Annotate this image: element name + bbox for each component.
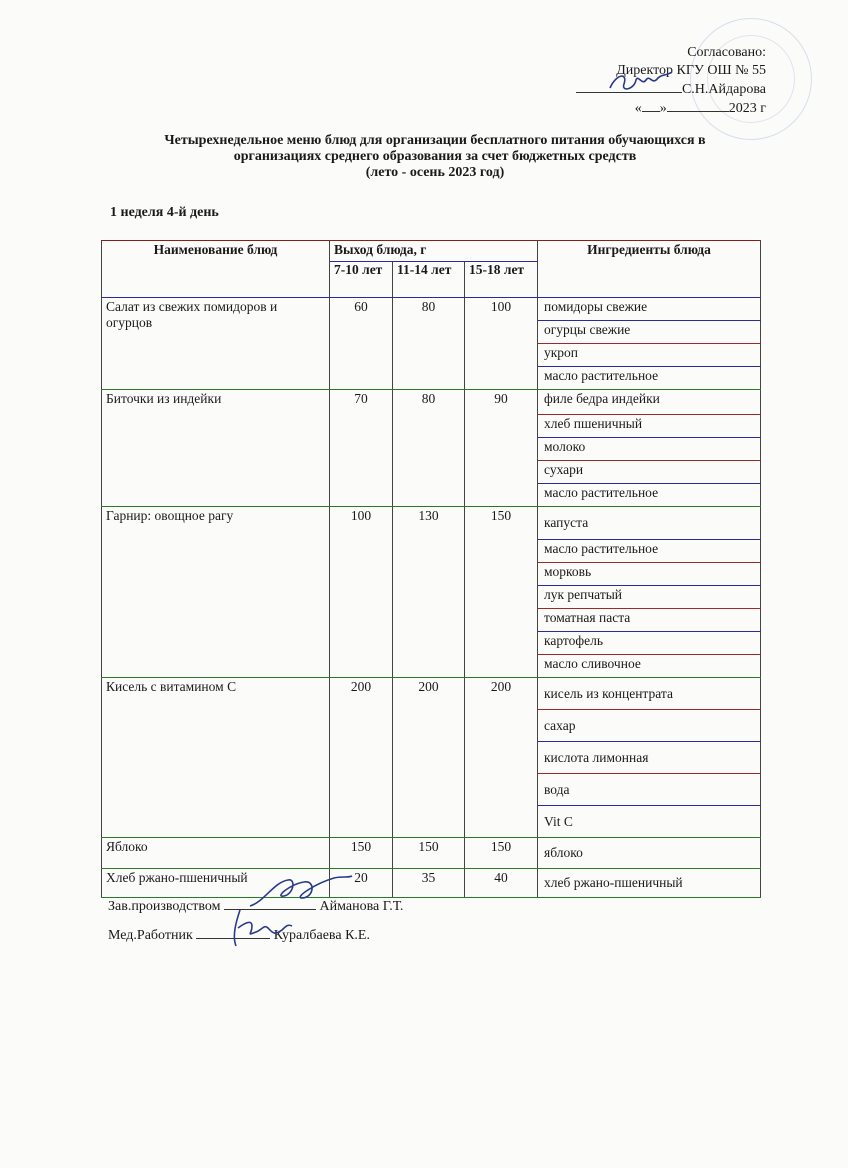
output-11-14: 150	[393, 838, 465, 869]
ingredient-cell: морковь	[538, 563, 761, 586]
ingredient-cell: масло растительное	[538, 540, 761, 563]
ingredient-cell: масло растительное	[538, 367, 761, 390]
ingredient-cell: кисель из концентрата	[538, 678, 761, 710]
dish-name: Кисель с витамином С	[102, 678, 330, 838]
dish-name: Яблоко	[102, 838, 330, 869]
output-7-10: 70	[330, 390, 393, 507]
output-7-10: 150	[330, 838, 393, 869]
approval-signature-line: С.Н.Айдарова	[576, 80, 766, 99]
dish-name: Гарнир: овощное рагу	[102, 507, 330, 678]
header-age-15-18: 15-18 лет	[465, 262, 538, 298]
output-15-18: 150	[465, 838, 538, 869]
table-row	[102, 298, 761, 321]
director-signature	[606, 66, 676, 98]
table-row	[102, 869, 761, 898]
table-row	[102, 838, 761, 869]
header-output: Выход блюда, г	[330, 241, 538, 262]
output-11-14: 200	[393, 678, 465, 838]
dish-name: Хлеб ржано-пшеничный	[102, 869, 330, 898]
output-7-10: 20	[330, 869, 393, 898]
footer-medical-worker: Мед.Работник Куралбаева К.Е.	[108, 928, 370, 943]
ingredient-cell: молоко	[538, 438, 761, 461]
output-11-14: 80	[393, 298, 465, 390]
ingredient-cell: вода	[538, 774, 761, 806]
dish-name: Биточки из индейки	[102, 390, 330, 507]
output-15-18: 200	[465, 678, 538, 838]
dish-name: Салат из свежих помидоров и огурцов	[102, 298, 330, 390]
ingredient-cell: хлеб ржано-пшеничный	[538, 869, 761, 898]
ingredient-cell: томатная паста	[538, 609, 761, 632]
ingredient-cell: сахар	[538, 710, 761, 742]
approval-title: Согласовано:	[687, 45, 766, 60]
table-row	[102, 507, 761, 540]
approval-position: Директор КГУ ОШ № 55	[616, 63, 766, 78]
output-7-10: 200	[330, 678, 393, 838]
ingredient-cell: лук репчатый	[538, 586, 761, 609]
week-day-label: 1 неделя 4-й день	[110, 205, 219, 220]
header-age-11-14: 11-14 лет	[393, 262, 465, 298]
output-7-10: 100	[330, 507, 393, 678]
footer-production-manager: Зав.производством Айманова Г.Т.	[108, 899, 404, 914]
ingredient-cell: капуста	[538, 507, 761, 540]
ingredient-cell: сухари	[538, 461, 761, 484]
menu-table	[101, 240, 761, 898]
ingredient-cell: помидоры свежие	[538, 298, 761, 321]
header-ingredients: Ингредиенты блюда	[538, 241, 761, 298]
ingredient-cell: кислота лимонная	[538, 742, 761, 774]
ingredient-cell: масло сливочное	[538, 655, 761, 678]
ingredient-cell: масло растительное	[538, 484, 761, 507]
ingredient-cell: огурцы свежие	[538, 321, 761, 344]
table-row	[102, 678, 761, 710]
document-title: Четырехнедельное меню блюд для организации бесплатного питания обучающихся в организациях среднего образования за счет бюджетных средств (лето - осень 2023 год)	[164, 133, 706, 180]
ingredient-cell: укроп	[538, 344, 761, 367]
ingredient-cell: хлеб пшеничный	[538, 415, 761, 438]
output-15-18: 100	[465, 298, 538, 390]
ingredient-cell: Vit C	[538, 806, 761, 838]
output-11-14: 130	[393, 507, 465, 678]
output-11-14: 80	[393, 390, 465, 507]
table-row	[102, 390, 761, 415]
output-15-18: 40	[465, 869, 538, 898]
output-15-18: 90	[465, 390, 538, 507]
ingredient-cell: картофель	[538, 632, 761, 655]
output-11-14: 35	[393, 869, 465, 898]
approval-date: « » 2023 г	[634, 101, 766, 116]
output-7-10: 60	[330, 298, 393, 390]
ingredient-cell: филе бедра индейки	[538, 390, 761, 415]
header-age-7-10: 7-10 лет	[330, 262, 393, 298]
ingredient-cell: яблоко	[538, 838, 761, 869]
output-15-18: 150	[465, 507, 538, 678]
medical-worker-signature	[226, 906, 296, 950]
header-dish-name: Наименование блюд	[102, 241, 330, 298]
